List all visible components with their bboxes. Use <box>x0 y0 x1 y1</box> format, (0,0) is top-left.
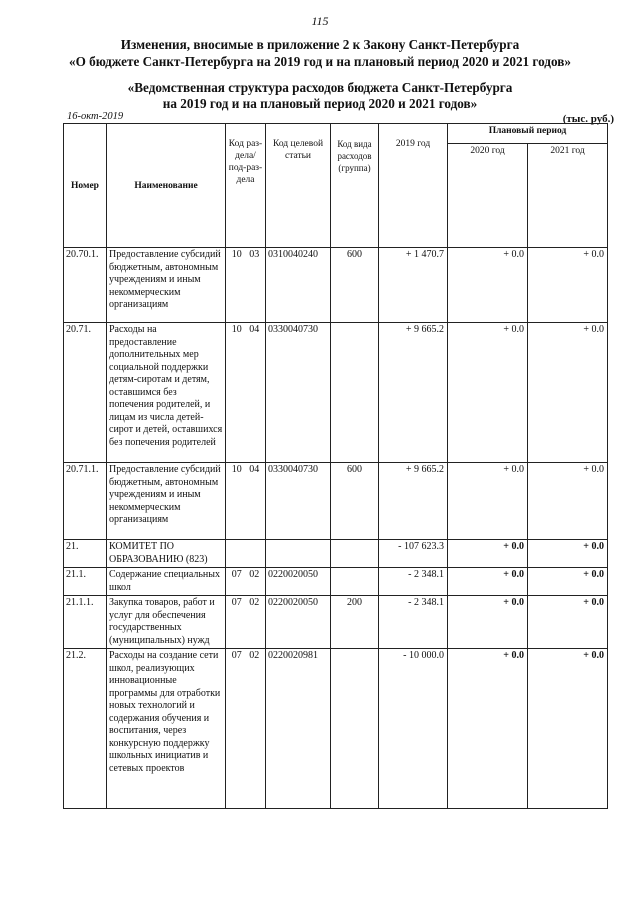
row-2021: + 0.0 <box>528 568 608 596</box>
expenditure-table <box>63 123 608 809</box>
row-2021: + 0.0 <box>528 248 608 323</box>
row-2019: - 2 348.1 <box>379 596 448 649</box>
row-name: Расходы на предоставление дополнительных мер социальной поддержки детям-сиротам и детям, оставшимся без попечения родителей, и лицам из числа детей-сирот и детей, оставшихся без попечения родителей <box>107 323 226 463</box>
row-section: 07 <box>226 568 246 596</box>
row-type <box>331 540 379 568</box>
row-section: 10 <box>226 248 246 323</box>
row-type: 200 <box>331 596 379 649</box>
row-number: 20.70.1. <box>64 248 107 323</box>
row-2020: + 0.0 <box>448 540 528 568</box>
row-name: Предоставление субсидий бюджетным, автономным учреждениям и иным некоммерческим организациям <box>107 248 226 323</box>
row-section: 07 <box>226 596 246 649</box>
row-2021: + 0.0 <box>528 596 608 649</box>
row-subsection: 04 <box>246 323 266 463</box>
header-2020: 2020 год <box>448 144 528 248</box>
header-target-code: Код целевой статьи <box>266 124 331 248</box>
row-2020: + 0.0 <box>448 248 528 323</box>
row-subsection: 02 <box>246 596 266 649</box>
title-line-2: «О бюджете Санкт-Петербурга на 2019 год и на плановый период 2020 и 2021 годов» <box>69 54 571 69</box>
row-2020: + 0.0 <box>448 323 528 463</box>
table-row <box>64 568 608 596</box>
row-2019: + 9 665.2 <box>379 463 448 540</box>
table-row <box>64 248 608 323</box>
row-2021: + 0.0 <box>528 649 608 809</box>
header-section-code: Код раз-дела/ под-раз-дела <box>226 124 266 248</box>
header-expense-type: Код вида расходов (группа) <box>331 124 379 248</box>
row-number: 21. <box>64 540 107 568</box>
row-subsection: 02 <box>246 649 266 809</box>
row-name: Закупка товаров, работ и услуг для обеспечения государственных (муниципальных) нужд <box>107 596 226 649</box>
row-name: КОМИТЕТ ПО ОБРАЗОВАНИЮ (823) <box>107 540 226 568</box>
table-title <box>0 80 640 112</box>
row-number: 21.2. <box>64 649 107 809</box>
page-number: 115 <box>311 14 329 28</box>
row-target <box>266 540 331 568</box>
row-2021: + 0.0 <box>528 540 608 568</box>
header-planned-period: Плановый период <box>448 124 608 144</box>
row-number: 20.71. <box>64 323 107 463</box>
header-name: Наименование <box>107 124 226 248</box>
row-target: 0330040730 <box>266 463 331 540</box>
row-number: 20.71.1. <box>64 463 107 540</box>
title-line-3: «Ведомственная структура расходов бюджета Санкт-Петербурга <box>127 80 513 95</box>
document-title <box>0 36 640 70</box>
row-number: 21.1. <box>64 568 107 596</box>
row-2020: + 0.0 <box>448 568 528 596</box>
row-2019: - 2 348.1 <box>379 568 448 596</box>
row-type <box>331 649 379 809</box>
row-2020: + 0.0 <box>448 596 528 649</box>
row-subsection: 02 <box>246 568 266 596</box>
row-subsection: 04 <box>246 463 266 540</box>
row-name: Расходы на создание сети школ, реализующих инновационные программы для отработки новых технологий и содержания обучения и воспитания, через конкурсную поддержку школьных инициатив и сетевых проектов <box>107 649 226 809</box>
table-row <box>64 596 608 649</box>
row-2021: + 0.0 <box>528 463 608 540</box>
row-type: 600 <box>331 248 379 323</box>
row-target: 0330040730 <box>266 323 331 463</box>
row-target: 0220020050 <box>266 596 331 649</box>
row-section: 07 <box>226 649 246 809</box>
units-label: (тыс. руб.) <box>562 113 614 125</box>
row-2021: + 0.0 <box>528 323 608 463</box>
row-section <box>226 540 246 568</box>
table-row <box>64 540 608 568</box>
title-line-4: на 2019 год и на плановый период 2020 и 2021 годов» <box>162 96 478 111</box>
header-2021: 2021 год <box>528 144 608 248</box>
row-type <box>331 568 379 596</box>
row-subsection <box>246 540 266 568</box>
row-2019: + 1 470.7 <box>379 248 448 323</box>
row-subsection: 03 <box>246 248 266 323</box>
table-row <box>64 323 608 463</box>
row-2019: - 10 000.0 <box>379 649 448 809</box>
row-section: 10 <box>226 323 246 463</box>
document-date: 16-окт-2019 <box>67 111 124 122</box>
table-row <box>64 649 608 809</box>
row-name: Предоставление субсидий бюджетным, автономным учреждениям и иным некоммерческим организациям <box>107 463 226 540</box>
header-number: Номер <box>64 124 107 248</box>
row-2019: + 9 665.2 <box>379 323 448 463</box>
row-section: 10 <box>226 463 246 540</box>
row-2020: + 0.0 <box>448 463 528 540</box>
row-name: Содержание специальных школ <box>107 568 226 596</box>
row-2020: + 0.0 <box>448 649 528 809</box>
row-number: 21.1.1. <box>64 596 107 649</box>
title-line-1: Изменения, вносимые в приложение 2 к Закону Санкт-Петербурга <box>120 37 520 52</box>
row-target: 0220020981 <box>266 649 331 809</box>
row-target: 0310040240 <box>266 248 331 323</box>
row-2019: - 107 623.3 <box>379 540 448 568</box>
header-2019: 2019 год <box>379 124 448 248</box>
table-row <box>64 463 608 540</box>
row-type <box>331 323 379 463</box>
row-type: 600 <box>331 463 379 540</box>
row-target: 0220020050 <box>266 568 331 596</box>
